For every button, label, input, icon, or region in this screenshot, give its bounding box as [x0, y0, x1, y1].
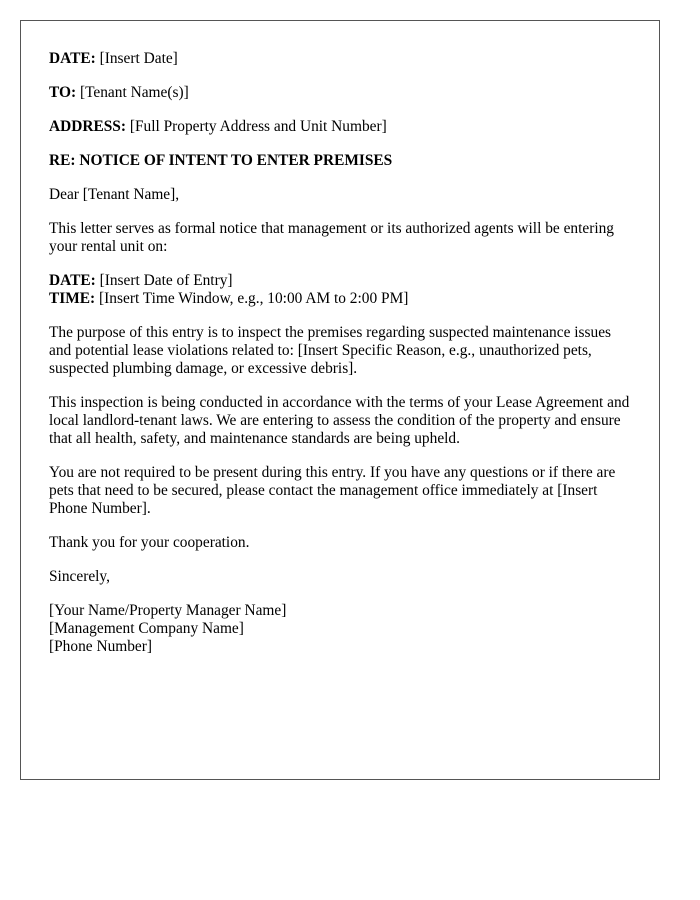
- entry-date-value: [Insert Date of Entry]: [99, 272, 233, 289]
- date-line: [49, 50, 631, 68]
- to-line: [49, 84, 631, 102]
- entry-date-label: DATE:: [49, 272, 96, 289]
- signature-block: [49, 602, 631, 656]
- entry-details: [49, 272, 631, 308]
- date-value: [Insert Date]: [99, 50, 178, 67]
- address-line: [49, 118, 631, 136]
- entry-time-label: TIME:: [49, 290, 96, 307]
- address-value: [Full Property Address and Unit Number]: [129, 118, 387, 135]
- entry-date-line: [49, 272, 631, 290]
- to-label: TO:: [49, 84, 77, 101]
- inspection-paragraph: This inspection is being conducted in accordance with the terms of your Lease Agreement and local landlord-tenant laws. We are entering to assess the condition of the property and ensure that all health, safety, and maintenance standards are being upheld.: [49, 394, 630, 447]
- signature-company: [Management Company Name]: [49, 620, 244, 637]
- intro-paragraph: This letter serves as formal notice that management or its authorized agents will be entering your rental unit on:: [49, 220, 614, 255]
- purpose-paragraph: The purpose of this entry is to inspect the premises regarding suspected maintenance issues and potential lease violations related to: [Insert Specific Reason, e.g., unauthorized pets, suspected plumbing damage, or excessive debris].: [49, 324, 612, 377]
- closing-line: Sincerely,: [49, 568, 110, 585]
- entry-time-line: [49, 290, 631, 308]
- subject-heading: RE: NOTICE OF INTENT TO ENTER PREMISES: [49, 152, 393, 169]
- letter-document: [20, 20, 660, 780]
- to-value: [Tenant Name(s)]: [79, 84, 189, 101]
- presence-paragraph: You are not required to be present during this entry. If you have any questions or if there are pets that need to be secured, please contact the management office immediately at [Insert Phone Number].: [49, 464, 616, 517]
- signature-name: [Your Name/Property Manager Name]: [49, 602, 287, 619]
- entry-time-value: [Insert Time Window, e.g., 10:00 AM to 2:00 PM]: [99, 290, 409, 307]
- thanks-line: Thank you for your cooperation.: [49, 534, 250, 551]
- date-label: DATE:: [49, 50, 96, 67]
- signature-phone: [Phone Number]: [49, 638, 153, 655]
- address-label: ADDRESS:: [49, 118, 126, 135]
- re-line: [49, 152, 631, 170]
- salutation: Dear [Tenant Name],: [49, 186, 180, 203]
